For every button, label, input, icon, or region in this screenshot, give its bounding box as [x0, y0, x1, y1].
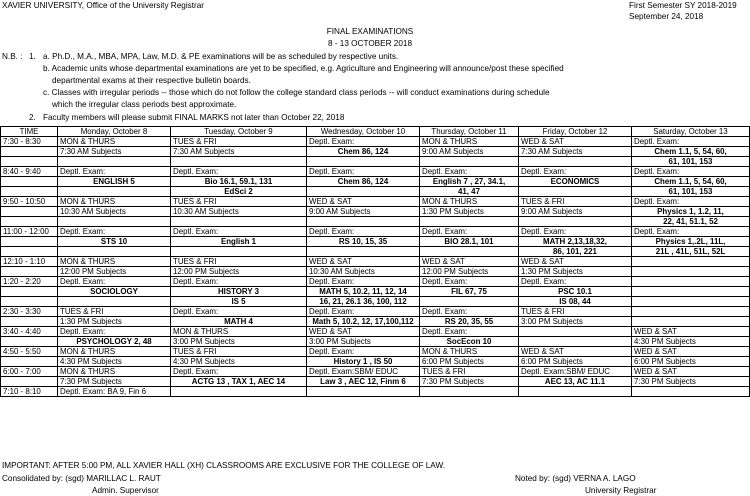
schedule-cell: 10:30 AM Subjects: [307, 267, 420, 277]
schedule-cell: 7:30 AM Subjects: [58, 147, 171, 157]
schedule-cell: [171, 157, 307, 167]
noted-role: University Registrar: [585, 486, 657, 495]
schedule-cell: [58, 187, 171, 197]
schedule-cell: 3:00 PM Subjects: [171, 337, 307, 347]
table-row: [1, 297, 750, 307]
schedule-cell: Chem 1.1, 5, 54, 60,: [632, 177, 750, 187]
schedule-cell: 7:30 AM Subjects: [171, 147, 307, 157]
schedule-cell: [58, 217, 171, 227]
time-cell: [1, 357, 58, 367]
schedule-cell: [632, 297, 750, 307]
schedule-cell: TUES & FRI: [58, 307, 171, 317]
time-cell: 7:10 - 8:10: [1, 387, 58, 397]
schedule-cell: BIO 28.1, 101: [420, 237, 519, 247]
schedule-cell: MON & THURS: [58, 367, 171, 377]
schedule-cell: [632, 307, 750, 317]
table-row: [1, 247, 750, 257]
schedule-cell: WED & SAT: [519, 347, 632, 357]
schedule-cell: Physics 1,.2L, 11L,: [632, 237, 750, 247]
schedule-cell: WED & SAT: [632, 367, 750, 377]
schedule-cell: WED & SAT: [632, 347, 750, 357]
time-cell: 2:30 - 3:30: [1, 307, 58, 317]
schedule-cell: 4:30 PM Subjects: [171, 357, 307, 367]
schedule-cell: 4:30 PM Subjects: [632, 337, 750, 347]
schedule-cell: 12:00 PM Subjects: [58, 267, 171, 277]
schedule-cell: [420, 217, 519, 227]
schedule-cell: Bio 16.1, 59.1, 131: [171, 177, 307, 187]
schedule-cell: TUES & FRI: [519, 197, 632, 207]
table-row: [1, 317, 750, 327]
schedule-cell: MON & THURS: [420, 347, 519, 357]
table-row: [1, 197, 750, 207]
column-header: Tuesday, October 9: [171, 127, 307, 137]
schedule-cell: Deptl. Exam:: [307, 347, 420, 357]
table-row: [1, 207, 750, 217]
schedule-cell: Deptl. Exam:: [307, 227, 420, 237]
schedule-cell: 3:00 PM Subjects: [519, 317, 632, 327]
time-cell: 11:00 - 12:00: [1, 227, 58, 237]
schedule-cell: Deptl. Exam:: [307, 277, 420, 287]
schedule-cell: [632, 277, 750, 287]
schedule-cell: Deptl. Exam:: [307, 307, 420, 317]
schedule-cell: Deptl. Exam:: [420, 277, 519, 287]
schedule-cell: [519, 387, 632, 397]
schedule-cell: 61, 101, 153: [632, 157, 750, 167]
table-row: [1, 237, 750, 247]
schedule-cell: 4:30 PM Subjects: [58, 357, 171, 367]
time-cell: 9:50 - 10:50: [1, 197, 58, 207]
schedule-cell: 1:30 PM Subjects: [420, 207, 519, 217]
schedule-cell: WED & SAT: [307, 197, 420, 207]
schedule-cell: 1:30 PM Subjects: [58, 317, 171, 327]
schedule-cell: MON & THURS: [58, 197, 171, 207]
schedule-cell: MATH 4: [171, 317, 307, 327]
schedule-cell: Deptl. Exam:: [58, 167, 171, 177]
schedule-cell: Physics 1, 1.2, 11,: [632, 207, 750, 217]
schedule-cell: Chem 86, 124: [307, 177, 420, 187]
table-row: [1, 137, 750, 147]
table-row: [1, 327, 750, 337]
schedule-cell: Deptl. Exam:: [307, 137, 420, 147]
table-row: [1, 347, 750, 357]
schedule-cell: 10:30 AM Subjects: [58, 207, 171, 217]
schedule-cell: Deptl. Exam:: [420, 227, 519, 237]
schedule-cell: TUES & FRI: [171, 137, 307, 147]
schedule-cell: 61, 101, 153: [632, 187, 750, 197]
time-cell: [1, 177, 58, 187]
schedule-cell: [58, 297, 171, 307]
table-row: [1, 157, 750, 167]
schedule-cell: FIL 67, 75: [420, 287, 519, 297]
schedule-cell: Deptl. Exam:: [171, 277, 307, 287]
column-header: Saturday, October 13: [632, 127, 750, 137]
schedule-cell: PSC 10.1: [519, 287, 632, 297]
time-cell: [1, 247, 58, 257]
exam-dates: 8 - 13 OCTOBER 2018: [327, 39, 413, 48]
schedule-cell: Deptl. Exam:: [171, 167, 307, 177]
schedule-cell: RS 20, 35, 55: [420, 317, 519, 327]
office-header: XAVIER UNIVERSITY, Office of the University Registrar: [2, 1, 205, 10]
table-row: [1, 177, 750, 187]
table-row: [1, 267, 750, 277]
schedule-cell: 7:30 PM Subjects: [420, 377, 519, 387]
schedule-cell: SOCIOLOGY: [58, 287, 171, 297]
schedule-cell: [519, 337, 632, 347]
schedule-cell: [307, 247, 420, 257]
time-cell: [1, 157, 58, 167]
table-row: [1, 277, 750, 287]
schedule-cell: WED & SAT: [519, 137, 632, 147]
schedule-cell: [420, 387, 519, 397]
schedule-cell: MON & THURS: [171, 327, 307, 337]
schedule-cell: Deptl. Exam:: [632, 137, 750, 147]
schedule-cell: WED & SAT: [519, 257, 632, 267]
schedule-cell: 7:30 AM Subjects: [519, 147, 632, 157]
schedule-cell: 9:00 AM Subjects: [519, 207, 632, 217]
schedule-cell: PSYCHOLOGY 2, 48: [58, 337, 171, 347]
table-row: [1, 147, 750, 157]
schedule-cell: WED & SAT: [632, 327, 750, 337]
schedule-cell: 6:00 PM Subjects: [632, 357, 750, 367]
schedule-cell: 7:30 PM Subjects: [632, 377, 750, 387]
note-1a: a. Ph.D., M.A., MBA, MPA, Law, M.D. & PE examinations will be as scheduled by respective units.: [43, 52, 399, 61]
schedule-cell: [420, 297, 519, 307]
schedule-cell: Deptl. Exam:: [632, 167, 750, 177]
page-title: FINAL EXAMINATIONS: [326, 27, 414, 36]
time-cell: [1, 287, 58, 297]
schedule-cell: [171, 247, 307, 257]
table-row: [1, 167, 750, 177]
time-cell: [1, 237, 58, 247]
note-1b-line1: b. Academic units whose departmental examinations are yet to be specified, e.g. Agriculture and Engineering will announce/post these specified: [43, 64, 564, 73]
schedule-cell: Chem 1.1, 5, 54, 60,: [632, 147, 750, 157]
schedule-cell: Deptl. Exam:SBM/ EDUC: [307, 367, 420, 377]
column-header: Wednesday, October 10: [307, 127, 420, 137]
schedule-cell: WED & SAT: [307, 327, 420, 337]
schedule-cell: [519, 327, 632, 337]
nb-label: N.B. :: [2, 52, 23, 61]
exam-schedule-table: [0, 126, 750, 397]
schedule-cell: WED & SAT: [307, 257, 420, 267]
table-row: [1, 287, 750, 297]
schedule-cell: TUES & FRI: [519, 307, 632, 317]
schedule-cell: Deptl. Exam:: [632, 227, 750, 237]
schedule-cell: 3:00 PM Subjects: [307, 337, 420, 347]
table-row: [1, 217, 750, 227]
semester-label: First Semester SY 2018-2019: [629, 1, 737, 10]
column-header: TIME: [1, 127, 58, 137]
table-row: [1, 357, 750, 367]
schedule-cell: 9:00 AM Subjects: [420, 147, 519, 157]
time-cell: 6:00 - 7:00: [1, 367, 58, 377]
schedule-cell: Law 3 , AEC 12, Finm 6: [307, 377, 420, 387]
schedule-cell: [519, 157, 632, 167]
note-2: Faculty members will please submit FINAL MARKS not later than October 22, 2018: [43, 113, 345, 122]
time-cell: [1, 187, 58, 197]
schedule-cell: [632, 317, 750, 327]
time-cell: [1, 207, 58, 217]
schedule-cell: [632, 287, 750, 297]
schedule-cell: EdSci 2: [171, 187, 307, 197]
schedule-cell: [307, 387, 420, 397]
schedule-cell: [519, 187, 632, 197]
schedule-cell: TUES & FRI: [420, 367, 519, 377]
table-row: [1, 187, 750, 197]
schedule-cell: RS 10, 15, 35: [307, 237, 420, 247]
schedule-cell: Deptl. Exam:: [420, 327, 519, 337]
note-1c-line1: c. Classes with irregular periods -- those which do not follow the college standard class periods -- will conduct examinations during schedule: [43, 88, 550, 97]
schedule-cell: ACTG 13 , TAX 1, AEC 14: [171, 377, 307, 387]
time-cell: 1:20 - 2:20: [1, 277, 58, 287]
schedule-cell: TUES & FRI: [171, 257, 307, 267]
schedule-cell: IS 5: [171, 297, 307, 307]
noted-by: Noted by: (sgd) VERNA A. LAGO: [515, 474, 636, 483]
note-1c-line2: which the irregular class periods best approximate.: [52, 100, 237, 109]
schedule-cell: MON & THURS: [58, 347, 171, 357]
schedule-cell: [171, 387, 307, 397]
schedule-cell: 12:00 PM Subjects: [171, 267, 307, 277]
schedule-cell: Deptl. Exam:: [58, 277, 171, 287]
schedule-cell: English 1: [171, 237, 307, 247]
schedule-cell: [307, 187, 420, 197]
schedule-cell: ECONOMICS: [519, 177, 632, 187]
schedule-cell: TUES & FRI: [171, 347, 307, 357]
time-cell: 7:30 - 8:30: [1, 137, 58, 147]
schedule-cell: Deptl. Exam: BA 9, Fin 6: [58, 387, 171, 397]
time-cell: [1, 337, 58, 347]
schedule-cell: AEC 13, AC 11.1: [519, 377, 632, 387]
time-cell: [1, 317, 58, 327]
time-cell: 3:40 - 4:40: [1, 327, 58, 337]
schedule-cell: 22, 41, 51.1, 52: [632, 217, 750, 227]
schedule-cell: WED & SAT: [420, 257, 519, 267]
consolidated-by: Consolidated by: (sgd) MARILLAC L. RAUT: [2, 474, 161, 483]
schedule-cell: [307, 217, 420, 227]
schedule-cell: Deptl. Exam:: [519, 227, 632, 237]
schedule-cell: English 7 , 27, 34.1,: [420, 177, 519, 187]
consolidated-role: Admin. Supervisor: [92, 486, 159, 495]
schedule-cell: Deptl. Exam:: [519, 167, 632, 177]
schedule-cell: [58, 157, 171, 167]
time-cell: [1, 217, 58, 227]
schedule-cell: [632, 257, 750, 267]
column-header: Monday, October 8: [58, 127, 171, 137]
table-row: [1, 367, 750, 377]
time-cell: 8:40 - 9:40: [1, 167, 58, 177]
schedule-cell: 7:30 PM Subjects: [58, 377, 171, 387]
time-cell: [1, 297, 58, 307]
schedule-cell: IS 08, 44: [519, 297, 632, 307]
schedule-cell: Deptl. Exam:: [519, 277, 632, 287]
schedule-cell: Math 5, 10.2, 12, 17,100,112: [307, 317, 420, 327]
schedule-cell: [519, 217, 632, 227]
note-2-number: 2.: [29, 113, 36, 122]
table-row: [1, 337, 750, 347]
schedule-cell: Chem 86, 124: [307, 147, 420, 157]
schedule-cell: Deptl. Exam:: [58, 327, 171, 337]
table-row: [1, 227, 750, 237]
schedule-cell: 10:30 AM Subjects: [171, 207, 307, 217]
schedule-cell: [420, 247, 519, 257]
schedule-cell: MON & THURS: [420, 197, 519, 207]
schedule-cell: MATH 2,13,18,32,: [519, 237, 632, 247]
schedule-cell: 41, 47: [420, 187, 519, 197]
schedule-cell: Deptl. Exam:: [171, 367, 307, 377]
table-row: [1, 377, 750, 387]
schedule-cell: 1:30 PM Subjects: [519, 267, 632, 277]
schedule-cell: MON & THURS: [58, 137, 171, 147]
time-cell: 12:10 - 1:10: [1, 257, 58, 267]
schedule-cell: History 1 , IS 50: [307, 357, 420, 367]
schedule-cell: 6:00 PM Subjects: [420, 357, 519, 367]
schedule-cell: [632, 387, 750, 397]
schedule-cell: [420, 157, 519, 167]
table-header-row: [1, 127, 750, 137]
time-cell: [1, 377, 58, 387]
time-cell: 4:50 - 5:50: [1, 347, 58, 357]
schedule-cell: Deptl. Exam:: [307, 167, 420, 177]
time-cell: [1, 267, 58, 277]
schedule-cell: 9:00 AM Subjects: [307, 207, 420, 217]
schedule-cell: Deptl. Exam:: [420, 167, 519, 177]
schedule-cell: MON & THURS: [58, 257, 171, 267]
schedule-cell: [632, 267, 750, 277]
schedule-cell: ENGLISH 5: [58, 177, 171, 187]
schedule-cell: Deptl. Exam:: [420, 307, 519, 317]
schedule-cell: Deptl. Exam:: [171, 227, 307, 237]
important-note: IMPORTANT: AFTER 5:00 PM, ALL XAVIER HALL (XH) CLASSROOMS ARE EXCLUSIVE FOR THE COLLEGE OF LAW.: [2, 461, 445, 470]
schedule-cell: SocEcon 10: [420, 337, 519, 347]
schedule-cell: Deptl. Exam:: [632, 197, 750, 207]
note-1b-line2: departmental exams at their respective bulletin boards.: [52, 76, 251, 85]
schedule-cell: Deptl. Exam:: [171, 307, 307, 317]
column-header: Thursday, October 11: [420, 127, 519, 137]
time-cell: [1, 147, 58, 157]
schedule-cell: 16, 21, 26.1 36, 100, 112: [307, 297, 420, 307]
schedule-cell: 21L , 41L, 51L, 52L: [632, 247, 750, 257]
schedule-cell: [307, 157, 420, 167]
schedule-cell: TUES & FRI: [171, 197, 307, 207]
schedule-cell: 86, 101, 221: [519, 247, 632, 257]
schedule-cell: STS 10: [58, 237, 171, 247]
schedule-cell: MATH 5, 10.2, 11, 12, 14: [307, 287, 420, 297]
schedule-cell: Deptl. Exam:: [58, 227, 171, 237]
schedule-cell: Deptl. Exam:SBM/ EDUC: [519, 367, 632, 377]
schedule-cell: 12:00 PM Subjects: [420, 267, 519, 277]
date-label: September 24, 2018: [629, 12, 704, 21]
schedule-cell: 6:00 PM Subjects: [519, 357, 632, 367]
schedule-cell: [171, 217, 307, 227]
table-row: [1, 387, 750, 397]
table-row: [1, 307, 750, 317]
schedule-cell: HISTORY 3: [171, 287, 307, 297]
table-row: [1, 257, 750, 267]
schedule-cell: [58, 247, 171, 257]
note-1-number: 1.: [29, 52, 36, 61]
schedule-cell: MON & THURS: [420, 137, 519, 147]
column-header: Friday, October 12: [519, 127, 632, 137]
